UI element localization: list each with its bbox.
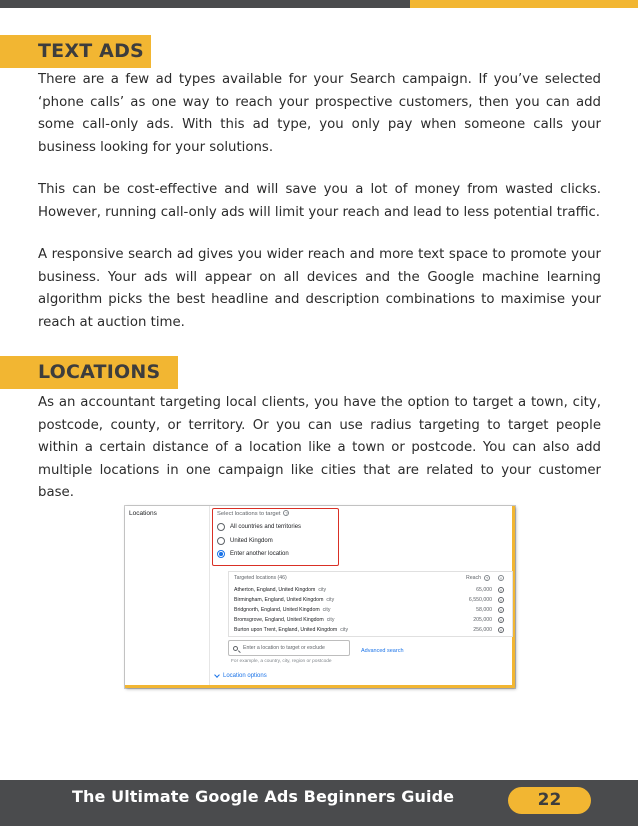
search-hint: For example, a country, city, region or postcode [231, 659, 332, 664]
location-row: Birmingham, England, United Kingdom city 6,550,000 × [234, 597, 503, 603]
location-row: Bridgnorth, England, United Kingdom city 58,000 × [234, 607, 503, 613]
section-heading-locations: LOCATIONS [0, 356, 178, 389]
radio-button-icon[interactable] [217, 523, 225, 531]
search-icon [233, 646, 238, 651]
location-options-toggle[interactable]: Location options [215, 673, 267, 679]
remove-location-icon[interactable]: × [499, 628, 503, 633]
location-search-input[interactable]: Enter a location to target or exclude [228, 640, 350, 656]
radio-united-kingdom[interactable]: United Kingdom [217, 537, 273, 545]
reach-header: Reach ? × [466, 575, 503, 581]
remove-location-icon[interactable]: × [499, 588, 503, 593]
radio-button-icon[interactable] [217, 537, 225, 545]
locations-settings-screenshot [125, 506, 515, 688]
remove-location-icon[interactable]: × [499, 618, 503, 623]
radio-another-location[interactable]: Enter another location [217, 550, 289, 558]
footer-title: The Ultimate Google Ads Beginners Guide [72, 787, 455, 806]
section-heading-text-ads: TEXT ADS [0, 35, 151, 68]
page-number: 22 [508, 787, 591, 814]
targeted-locations-header: Targeted locations (46) [234, 575, 287, 581]
chevron-down-icon [214, 672, 220, 678]
location-row: Burton upon Trent, England, United Kingdom city 256,000 × [234, 627, 503, 633]
remove-location-icon[interactable]: × [499, 598, 503, 603]
help-icon[interactable]: ? [485, 576, 489, 581]
select-locations-title: Select locations to target ? [217, 511, 288, 517]
paragraph-cost-effective: This can be cost-effective and will save you a lot of money from wasted clicks. However, running call-only ads will limit your reach and lead to less potential traffic. [38, 182, 601, 220]
paragraph-responsive-search: A responsive search ad gives you wider reach and more text space to promote your business. Your ads will appear on all devices and the Google machine learning algorithm picks the best headline and description combinations to maximise your reach at auction time. [38, 247, 601, 330]
divider [209, 506, 210, 685]
location-row: Atherton, England, United Kingdom city 65,000 × [234, 587, 503, 593]
paragraph-locations: As an accountant targeting local clients, you have the option to target a town, city, postcode, county, or territory. Or you can use radius targeting to target people within a certain distance of a location like a town or postcode. You can also add multiple locations in one campaign like cities that are related to your customer base. [38, 395, 601, 501]
close-icon[interactable]: × [499, 576, 503, 581]
remove-location-icon[interactable]: × [499, 608, 503, 613]
top-bar-dark [0, 0, 410, 8]
targeted-locations-list [228, 571, 513, 637]
top-bar-accent [410, 0, 638, 8]
locations-label: Locations [129, 510, 157, 517]
radio-all-countries[interactable]: All countries and territories [217, 523, 301, 531]
help-icon[interactable]: ? [285, 511, 288, 516]
advanced-search-link[interactable]: Advanced search [361, 648, 404, 654]
paragraph-call-only: There are a few ad types available for your Search campaign. If you’ve selected ‘phone calls’ as one way to reach your prospective customers, then you can add some call-only ads. With this ad type, you only pay when someone calls your business looking for your solutions. [38, 72, 601, 155]
radio-button-checked-icon[interactable] [217, 550, 225, 558]
location-row: Bromsgrove, England, United Kingdom city 205,000 × [234, 617, 503, 623]
